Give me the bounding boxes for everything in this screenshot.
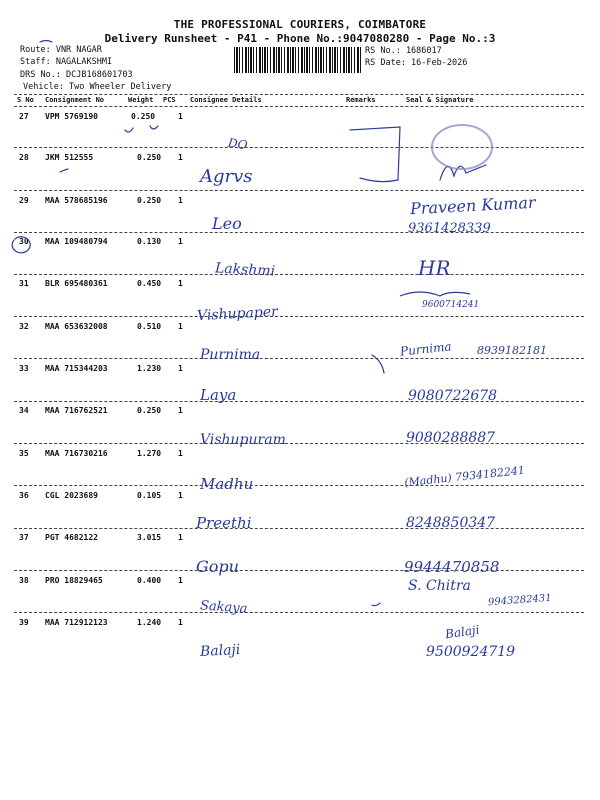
rs-date: RS Date: 16-Feb-2026: [365, 58, 468, 68]
remark-tick: [372, 603, 380, 606]
row-divider: [14, 190, 584, 191]
row-pcs: 1: [178, 533, 183, 542]
col-seal: Seal & Signature: [406, 96, 474, 104]
row-divider: [14, 274, 584, 275]
column-header-row: [0, 96, 600, 106]
row-divider: [14, 612, 584, 613]
row-divider: [14, 358, 584, 359]
row-pcs: 1: [178, 576, 183, 585]
col-sno: S No: [17, 96, 34, 104]
staff-info: Staff: NAGALAKSHMI: [20, 57, 113, 67]
vehicle-info: Vehicle: Two Wheeler Delivery: [23, 82, 172, 92]
row-pcs: 1: [178, 449, 183, 458]
handwritten-name: Gopu: [196, 557, 239, 576]
col-pcs: PCS: [163, 96, 176, 104]
row-consignment: MAA 712912123: [45, 618, 108, 627]
row-sno: 29: [19, 196, 29, 205]
row-consignment: MAA 716730216: [45, 449, 108, 458]
row-pcs: 1: [178, 406, 183, 415]
row-weight: 0.510: [137, 322, 162, 331]
handwritten-name: DO: [227, 135, 249, 153]
row-divider: [14, 528, 584, 529]
row-weight: 0.250: [137, 196, 162, 205]
row-pcs: 1: [178, 279, 183, 288]
row-consignment: MAA 716762521: [45, 406, 108, 415]
col-weight: Weight: [128, 96, 154, 104]
handwritten-signature: 9080722678: [408, 388, 498, 404]
row-weight: 1.240: [137, 618, 162, 627]
handwritten-signature: Praveen Kumar: [409, 192, 537, 219]
row-sno: 35: [19, 449, 29, 458]
runsheet-subtitle: Delivery Runsheet - P41 - Phone No.:9047080280 - Page No.:3: [104, 32, 496, 45]
row-divider: [14, 147, 584, 148]
row-consignment: VPM 5769190: [45, 112, 98, 121]
row-consignment: CGL 2023689: [45, 491, 98, 500]
handwritten-signature: 9943282431: [487, 592, 552, 609]
handwritten-name: Madhu: [200, 475, 254, 493]
row-pcs: 1: [178, 112, 183, 121]
vertical-bracket-stroke: [350, 127, 400, 182]
handwritten-signature: 9944470858: [404, 558, 500, 576]
header-bottom-rule: [14, 106, 584, 107]
row27-tick: [125, 126, 158, 132]
row-sno: 33: [19, 364, 29, 373]
row-sno: 39: [19, 618, 29, 627]
row-consignment: BLR 695480361: [45, 279, 108, 288]
handwritten-name: Vishupaper: [196, 303, 279, 325]
row-sno: 32: [19, 322, 29, 331]
row-divider: [14, 232, 584, 233]
row-consignment: MAA 653632008: [45, 322, 108, 331]
row-sno: 28: [19, 153, 29, 162]
row-pcs: 1: [178, 196, 183, 205]
header-top-rule: [14, 94, 584, 95]
signature-scribble: [440, 165, 486, 180]
rs-number: RS No.: 1686017: [365, 46, 442, 56]
handwritten-signature: 9080288887: [406, 430, 496, 446]
row-consignment: JKM 512555: [45, 153, 94, 162]
row-weight: 0.250: [137, 153, 162, 162]
row-consignment: MAA 109480794: [45, 237, 108, 246]
row-sno: 36: [19, 491, 29, 500]
barcode: [234, 47, 362, 73]
row-divider: [14, 485, 584, 486]
row-weight: 0.130: [137, 237, 162, 246]
col-consignee: Consignee Details: [190, 96, 262, 104]
handwritten-signature: Balaji: [444, 622, 481, 642]
row-pcs: 1: [178, 491, 183, 500]
row-divider: [14, 316, 584, 317]
col-consignment: Consignment No: [45, 96, 105, 104]
row-sno: 31: [19, 279, 29, 288]
row-pcs: 1: [178, 153, 183, 162]
handwritten-signature: 9500924719: [426, 644, 516, 660]
handwritten-signature: 8939182181: [477, 344, 547, 357]
stamp-scribble: [400, 292, 470, 296]
row-sno: 30: [19, 237, 29, 246]
drs-info: DRS No.: DCJB168601703: [20, 70, 133, 80]
handwritten-name: Laya: [200, 386, 237, 404]
handwritten-name: Preethi: [196, 514, 252, 532]
row-weight: 1.270: [137, 449, 162, 458]
row-pcs: 1: [178, 237, 183, 246]
row-consignment: MAA 578685196: [45, 196, 108, 205]
handwritten-name: Purnima: [200, 347, 261, 363]
route-info: Route: VNR NAGAR: [20, 45, 102, 55]
handwritten-signature: 9361428339: [408, 221, 491, 236]
handwritten-name: Balaji: [199, 641, 241, 661]
handwritten-name: Lakshmi: [214, 260, 276, 280]
row-weight: 3.015: [137, 533, 162, 542]
row-consignment: PGT 4682122: [45, 533, 98, 542]
handwritten-signature: HR: [418, 256, 451, 280]
row-divider: [14, 443, 584, 444]
handwritten-name: Agrvs: [200, 166, 253, 187]
handwritten-name: Sakaya: [199, 598, 248, 617]
handwritten-name: Leo: [212, 214, 242, 233]
company-title: THE PROFESSIONAL COURIERS, COIMBATORE: [173, 18, 427, 31]
row28-tick: [60, 169, 68, 172]
row-consignment: MAA 715344203: [45, 364, 108, 373]
row-sno: 34: [19, 406, 29, 415]
handwritten-signature: S. Chitra: [408, 578, 471, 594]
row-sno: 37: [19, 533, 29, 542]
handwritten-signature: (Madhu) 7934182241: [403, 463, 526, 490]
row-weight: 0.450: [137, 279, 162, 288]
row-pcs: 1: [178, 364, 183, 373]
col-remarks: Remarks: [346, 96, 376, 104]
handwritten-signature: Purnima: [399, 339, 453, 359]
handwritten-name: Vishupuram: [200, 432, 286, 448]
handwritten-signature: 8248850347: [406, 515, 496, 531]
handwritten-signature: 9600714241: [422, 300, 480, 310]
row-weight: 0.250: [131, 112, 156, 121]
row-weight: 1.230: [137, 364, 162, 373]
row-weight: 0.400: [137, 576, 162, 585]
row-sno: 27: [19, 112, 29, 121]
row-pcs: 1: [178, 618, 183, 627]
row-divider: [14, 401, 584, 402]
row-weight: 0.250: [137, 406, 162, 415]
row-pcs: 1: [178, 322, 183, 331]
row-consignment: PRO 18829465: [45, 576, 103, 585]
row-sno: 38: [19, 576, 29, 585]
row-weight: 0.105: [137, 491, 162, 500]
